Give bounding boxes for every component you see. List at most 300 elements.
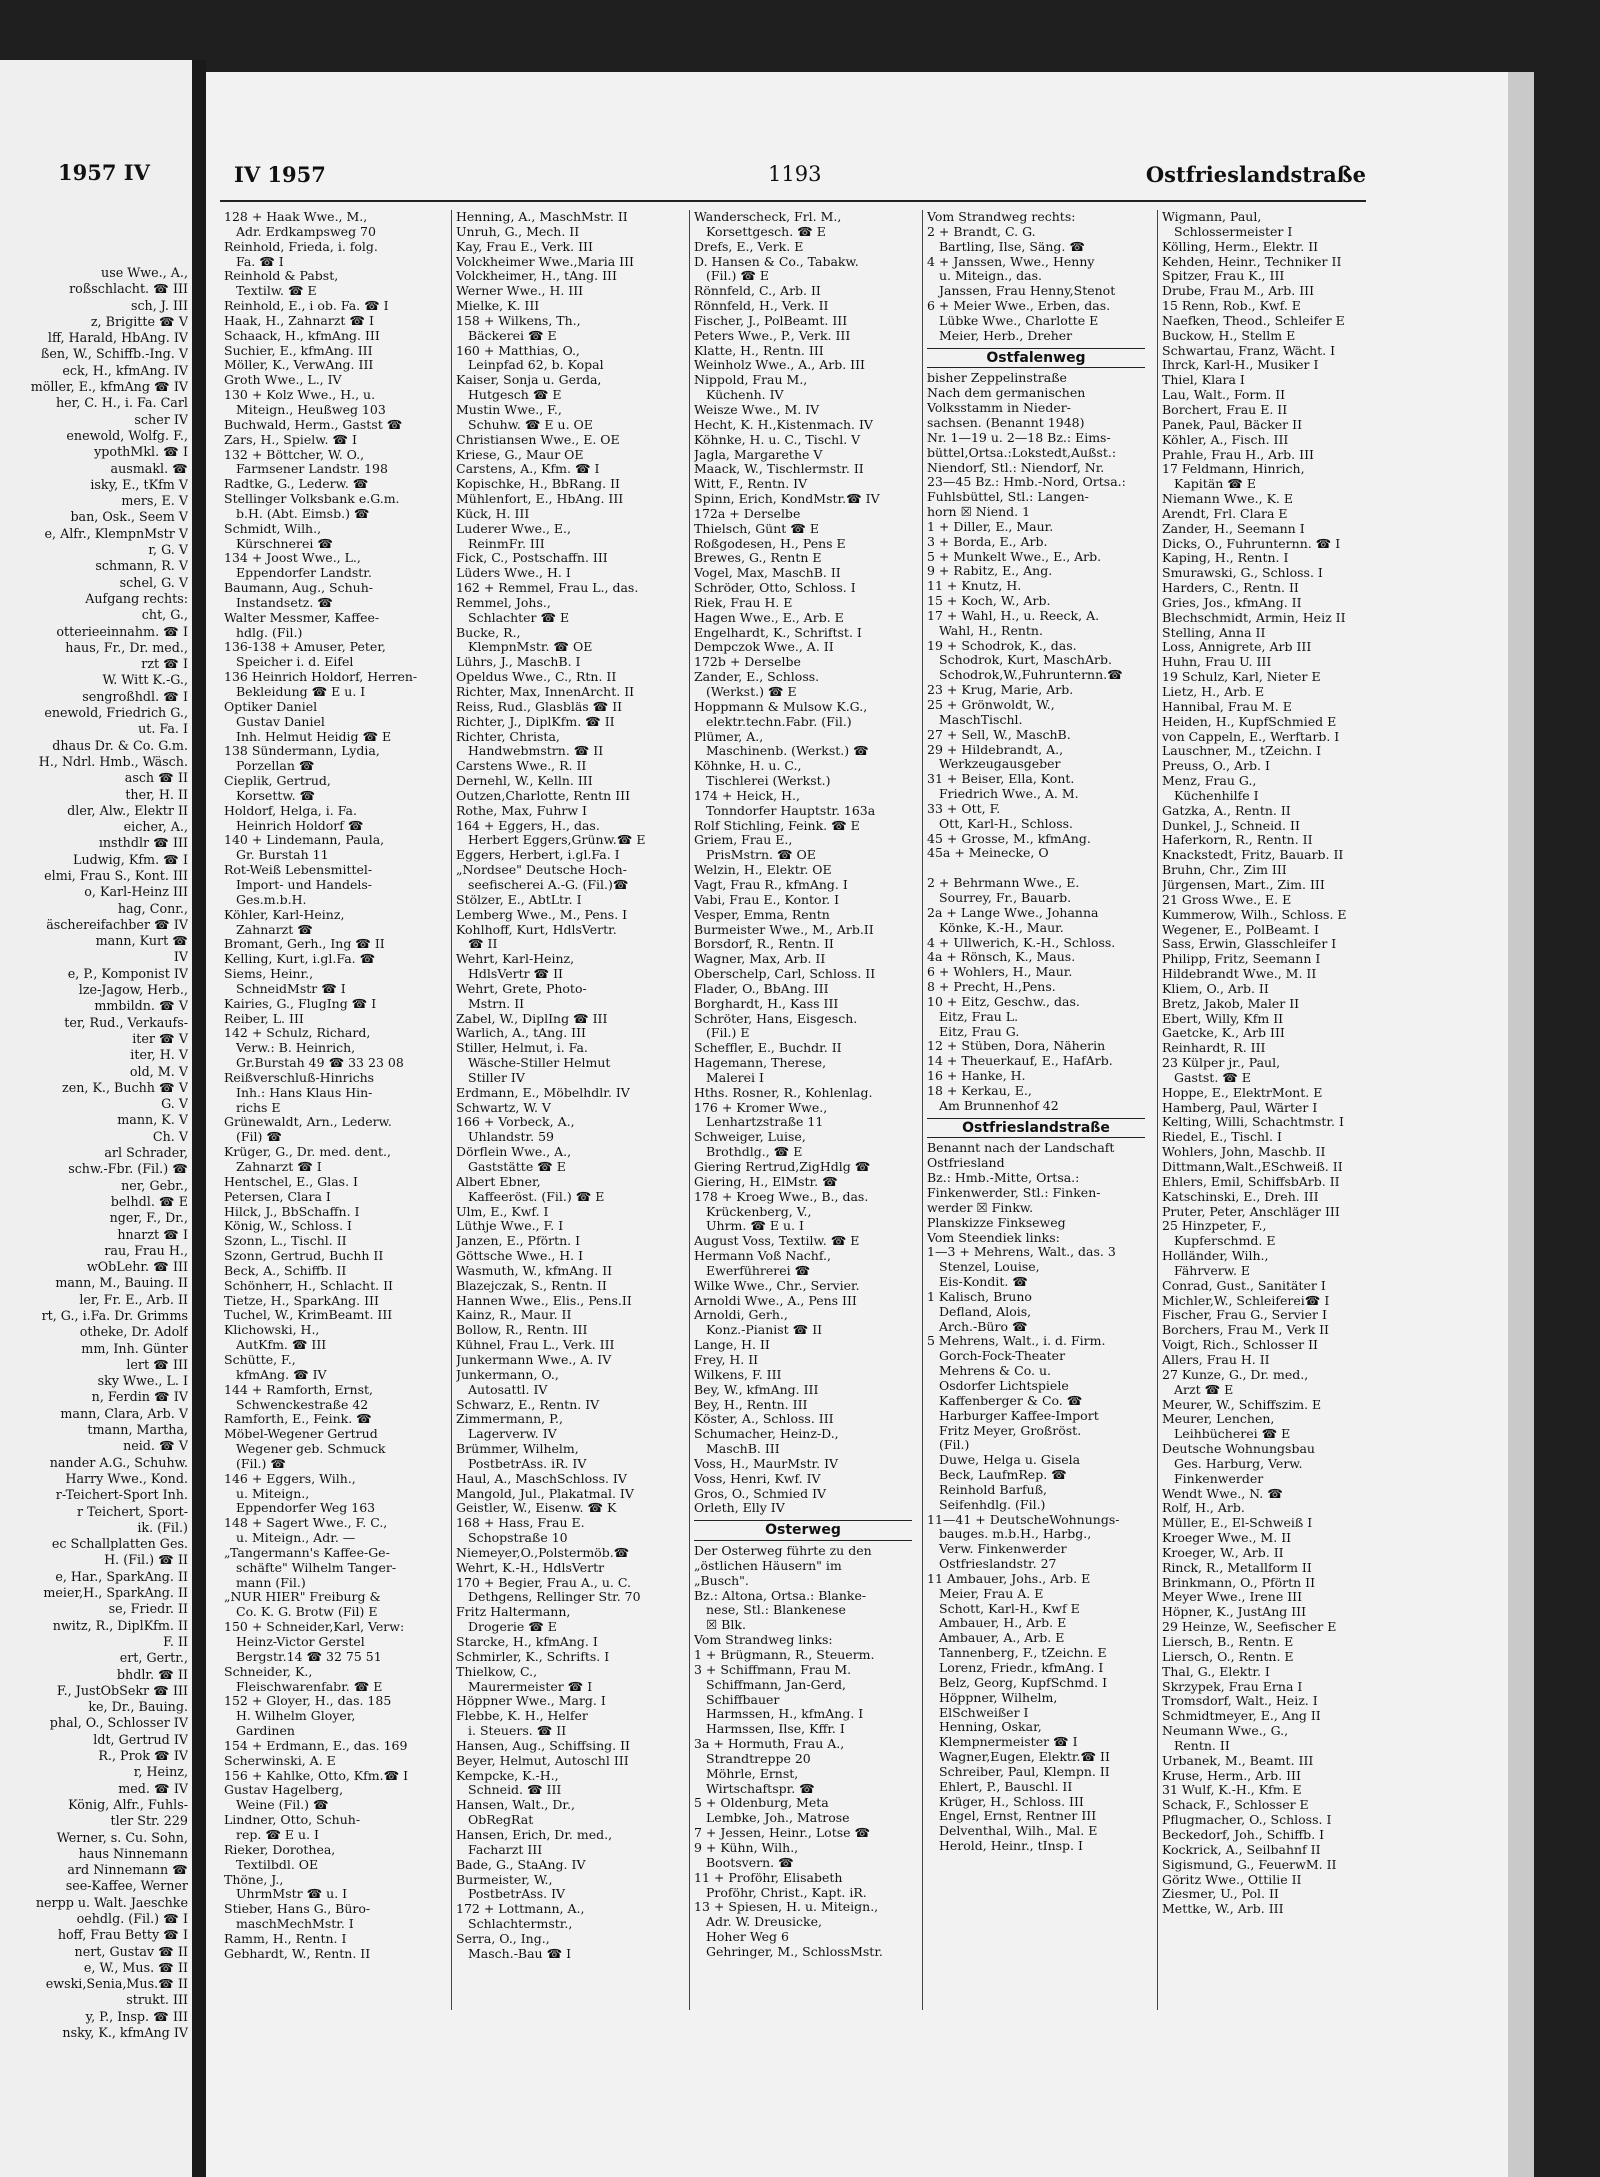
directory-entry: Reinhold Barfuß, bbox=[939, 1482, 1048, 1497]
directory-entry: Zahnarzt ☎ I bbox=[236, 1160, 322, 1174]
directory-entry: (Fil.) ☎ E bbox=[706, 269, 770, 284]
directory-entry: Ostfrieslandstr. 27 bbox=[939, 1557, 1057, 1572]
directory-entry: Stiller IV bbox=[468, 1070, 525, 1085]
left-page-line: haus, Fr., Dr. med., bbox=[65, 639, 188, 655]
directory-entry: Vom Strandweg rechts: bbox=[927, 210, 1076, 224]
directory-entry: Oberschelp, Carl, Schloss. II bbox=[694, 967, 876, 982]
directory-entry: Eppendorfer Landstr. bbox=[236, 566, 372, 581]
left-page-line: ßen, W., Schiffb.-Ing. V bbox=[40, 346, 188, 362]
directory-entry: Defland, Alois, bbox=[939, 1304, 1032, 1319]
left-page-line: med. ☎ IV bbox=[118, 1780, 188, 1796]
directory-entry: Kummerow, Wilh., Schloss. E bbox=[1162, 907, 1347, 922]
directory-entry: MaschTischl. bbox=[939, 712, 1023, 727]
directory-entry: Opeldus Wwe., C., Rtn. II bbox=[456, 670, 617, 685]
directory-entry: Thielkow, C., bbox=[456, 1664, 538, 1679]
directory-entry: Wilkens, F. III bbox=[694, 1367, 782, 1382]
directory-entry: Maschinenb. (Werkst.) ☎ bbox=[706, 744, 869, 759]
left-page-line: ler, Fr. E., Arb. II bbox=[79, 1291, 188, 1307]
left-page-line: zen, K., Buchh ☎ V bbox=[62, 1079, 188, 1095]
directory-entry: Konz.-Pianist ☎ II bbox=[706, 1323, 823, 1338]
directory-entry: HdlsVertr ☎ II bbox=[468, 967, 563, 982]
directory-entry: Fa. ☎ I bbox=[236, 254, 284, 269]
directory-entry: 11 Ambauer, Johs., Arb. E bbox=[927, 1571, 1091, 1586]
header-left: IV 1957 bbox=[234, 162, 326, 187]
left-page-line: F., JustObSekr ☎ III bbox=[56, 1682, 188, 1698]
directory-entry: Wirtschaftspr. ☎ bbox=[706, 1781, 815, 1796]
directory-entry: Welzin, H., Elektr. OE bbox=[694, 863, 832, 878]
directory-entry: Heinrich Holdorf ☎ bbox=[236, 818, 364, 833]
directory-column-4 bbox=[927, 210, 1145, 1854]
directory-entry: nese, Stl.: Blankenese bbox=[706, 1603, 846, 1618]
directory-entry: 172a + Derselbe bbox=[694, 506, 801, 521]
directory-entry: Facharzt III bbox=[468, 1842, 543, 1857]
directory-entry: Lembke, Joh., Matrose bbox=[706, 1811, 850, 1826]
directory-entry: Witt, F., Rentn. IV bbox=[694, 477, 808, 492]
directory-entry: Richter, J., DiplKfm. ☎ II bbox=[456, 714, 615, 729]
directory-entry: 1 + Brügmann, R., Steuerm. bbox=[694, 1648, 875, 1662]
directory-entry: 11 + Knutz, H. bbox=[927, 579, 1022, 594]
directory-entry: Blechschmidt, Armin, Heiz II bbox=[1162, 610, 1346, 625]
directory-entry: Proföhr, Christ., Kapt. iR. bbox=[706, 1885, 867, 1900]
directory-entry: Wagner, Max, Arb. II bbox=[694, 952, 826, 967]
directory-entry: Scherwinski, A. E bbox=[224, 1753, 336, 1768]
directory-entry: elektr.techn.Fabr. (Fil.) bbox=[706, 714, 852, 729]
left-page-line: H., Ndrl. Hmb., Wäsch. bbox=[38, 753, 188, 769]
directory-entry: Ehlers, Emil, SchiffsbArb. II bbox=[1162, 1174, 1340, 1189]
directory-entry: Höppner Wwe., Marg. I bbox=[456, 1694, 606, 1709]
directory-entry: Engel, Ernst, Rentner III bbox=[939, 1809, 1097, 1824]
directory-entry: Brothdlg., ☎ E bbox=[706, 1145, 803, 1160]
directory-entry: Szonn, L., Tischl. II bbox=[224, 1234, 347, 1249]
directory-entry: Brewes, G., Rentn E bbox=[694, 551, 822, 566]
directory-entry: Hermann Voß Nachf., bbox=[694, 1249, 831, 1264]
directory-entry: hdlg. (Fil.) bbox=[236, 625, 303, 640]
left-page-line: lff, Harald, HbAng. IV bbox=[47, 330, 188, 346]
directory-entry: ReinmFr. III bbox=[468, 536, 545, 551]
directory-entry: Bergstr.14 ☎ 32 75 51 bbox=[236, 1649, 382, 1664]
directory-entry: Neumann Wwe., G., bbox=[1162, 1724, 1289, 1739]
left-page-line: arl Schrader, bbox=[104, 1145, 188, 1161]
directory-entry: Vom Strandweg links: bbox=[694, 1633, 833, 1648]
directory-entry: Hansen, Walt., Dr., bbox=[456, 1798, 575, 1813]
directory-entry: Lauschner, M., tZeichn. I bbox=[1162, 744, 1322, 759]
left-page-line: r-Teichert-Sport Inh. bbox=[55, 1487, 188, 1503]
directory-entry: Burmeister, W., bbox=[456, 1872, 553, 1887]
directory-entry: Lüders Wwe., H. I bbox=[456, 566, 571, 581]
directory-entry: Autosattl. IV bbox=[468, 1382, 548, 1397]
directory-entry: Thiel, Klara I bbox=[1162, 373, 1245, 388]
directory-entry: 160 + Matthias, O., bbox=[456, 343, 580, 358]
left-page-line: cht, G., bbox=[141, 607, 188, 623]
directory-entry: Schott, Karl-H., Kwf E bbox=[939, 1601, 1080, 1616]
directory-entry: Riek, Frau H. E bbox=[694, 595, 793, 610]
directory-entry: Carstens Wwe., R. II bbox=[456, 759, 587, 774]
directory-entry: Ewerführerei ☎ bbox=[706, 1263, 811, 1278]
directory-entry: Knackstedt, Fritz, Bauarb. II bbox=[1162, 848, 1344, 863]
directory-entry: Luderer Wwe., E., bbox=[456, 521, 572, 536]
directory-entry: 15 Renn, Rob., Kwf. E bbox=[1162, 299, 1301, 314]
directory-entry: Rinck, R., Metallform II bbox=[1162, 1560, 1312, 1575]
directory-entry: Bz.: Altona, Ortsa.: Blanke- bbox=[694, 1588, 867, 1603]
directory-entry: KlempnMstr. ☎ OE bbox=[468, 640, 593, 655]
directory-entry: 14 + Theuerkauf, E., HafArb. bbox=[927, 1054, 1113, 1069]
directory-entry: Reiss, Rud., Glasbläs ☎ II bbox=[456, 699, 623, 714]
directory-entry: Arendt, Frl. Clara E bbox=[1162, 506, 1288, 521]
directory-entry: Eitz, Frau L. bbox=[939, 1009, 1019, 1024]
left-page-line: F. II bbox=[163, 1633, 188, 1649]
directory-entry: Möller, K., VerwAng. III bbox=[224, 358, 374, 373]
directory-entry: Tuchel, W., KrimBeamt. III bbox=[224, 1308, 393, 1323]
left-page-line: n, Ferdin ☎ IV bbox=[91, 1389, 188, 1405]
directory-entry: Beyer, Helmut, Autoschl III bbox=[456, 1753, 629, 1768]
left-page-line: Harry Wwe., Kond. bbox=[65, 1470, 188, 1486]
directory-entry: Köhler, A., Fisch. III bbox=[1162, 432, 1289, 447]
directory-entry: Haul, A., MaschSchloss. IV bbox=[456, 1471, 627, 1486]
directory-entry: Wanderscheck, Frl. M., bbox=[694, 210, 842, 224]
directory-entry: Roßgodesen, H., Pens E bbox=[694, 536, 846, 551]
directory-entry: Sourrey, Fr., Bauarb. bbox=[939, 890, 1072, 905]
directory-entry: Göritz Wwe., Ottilie II bbox=[1162, 1872, 1302, 1887]
directory-entry: Arzt ☎ E bbox=[1174, 1382, 1234, 1397]
left-page-line: R., Prok ☎ IV bbox=[98, 1748, 188, 1764]
directory-entry: Arnoldi Wwe., A., Pens III bbox=[694, 1293, 857, 1308]
directory-entry: H. Wilhelm Gloyer, bbox=[236, 1709, 356, 1724]
directory-entry: Benannt nach der Landschaft bbox=[927, 1141, 1115, 1156]
directory-entry: Malerei I bbox=[706, 1070, 764, 1085]
directory-entry: Sigismund, G., FeuerwM. II bbox=[1162, 1857, 1337, 1872]
directory-entry: Strandtreppe 20 bbox=[706, 1751, 811, 1766]
directory-entry: Tannenberg, F., tZeichn. E bbox=[939, 1646, 1107, 1661]
directory-entry: 33 + Ott, F. bbox=[927, 801, 1001, 816]
directory-entry: Dunkel, J., Schneid. II bbox=[1162, 818, 1300, 833]
left-page-edge bbox=[0, 60, 192, 2177]
directory-entry: Junkermann, O., bbox=[456, 1367, 559, 1382]
directory-entry: Köhler, Karl-Heinz, bbox=[224, 907, 345, 922]
directory-entry: 23 Külper jr., Paul, bbox=[1162, 1056, 1281, 1071]
left-page-line: nert, Gustav ☎ II bbox=[74, 1943, 188, 1959]
directory-entry: Kroeger, W., Arb. II bbox=[1162, 1545, 1284, 1560]
directory-entry: Bollow, R., Rentn. III bbox=[456, 1323, 588, 1338]
directory-entry: Nippold, Frau M., bbox=[694, 373, 808, 388]
left-page-line: eicher, A., bbox=[123, 819, 188, 835]
directory-entry: Textilbdl. OE bbox=[236, 1857, 319, 1872]
directory-entry: Spitzer, Frau K., III bbox=[1162, 269, 1285, 284]
left-page-line: mm, Inh. Günter bbox=[81, 1340, 188, 1356]
directory-entry: 16 + Hanke, H. bbox=[927, 1069, 1026, 1084]
directory-entry: Inh.: Hans Klaus Hin- bbox=[236, 1085, 373, 1100]
directory-entry: 162 + Remmel, Frau L., das. bbox=[456, 581, 639, 596]
directory-entry: Höpner, K., JustAng III bbox=[1162, 1605, 1307, 1620]
directory-entry: Harmssen, Ilse, Kffr. I bbox=[706, 1722, 845, 1737]
left-page-line: r Teichert, Sport- bbox=[76, 1503, 188, 1519]
directory-entry: 19 Schulz, Karl, Nieter E bbox=[1162, 670, 1321, 685]
directory-entry: Naefken, Theod., Schleifer E bbox=[1162, 313, 1345, 328]
left-page-line: Werner, s. Cu. Sohn, bbox=[56, 1829, 188, 1845]
directory-entry: 170 + Begier, Frau A., u. C. bbox=[456, 1575, 631, 1590]
left-page-line: roßschlacht. ☎ III bbox=[69, 281, 188, 297]
directory-entry: Reinhold & Pabst, bbox=[224, 269, 339, 284]
street-heading: Ostfrieslandstraße bbox=[927, 1118, 1145, 1139]
directory-entry: Kühnel, Frau L., Verk. III bbox=[456, 1338, 615, 1353]
directory-entry: Kohlhoff, Kurt, HdlsVertr. bbox=[456, 922, 617, 937]
directory-entry: Wendt Wwe., N. ☎ bbox=[1162, 1486, 1283, 1501]
directory-entry: 3 + Schiffmann, Frau M. bbox=[694, 1662, 852, 1677]
directory-entry: b.H. (Abt. Eimsb.) ☎ bbox=[236, 506, 370, 521]
directory-entry: Miteign., Heußweg 103 bbox=[236, 402, 386, 417]
directory-entry: Kelling, Kurt, i.gl.Fa. ☎ bbox=[224, 952, 376, 967]
directory-entry: „NUR HIER" Freiburg & bbox=[224, 1590, 381, 1605]
directory-entry: Kruse, Herm., Arb. III bbox=[1162, 1768, 1301, 1783]
directory-entry: Henning, A., MaschMstr. II bbox=[456, 210, 628, 224]
directory-entry: Inh. Helmut Heidig ☎ E bbox=[236, 729, 392, 744]
directory-entry: Menz, Frau G., bbox=[1162, 774, 1257, 789]
directory-entry: 29 Heinze, W., Seefischer E bbox=[1162, 1620, 1337, 1635]
directory-entry: Panek, Paul, Bäcker II bbox=[1162, 417, 1303, 432]
directory-entry: Duwe, Helga u. Gisela bbox=[939, 1453, 1081, 1468]
directory-entry: Eis-Kondit. ☎ bbox=[939, 1275, 1028, 1290]
directory-entry: Köhnke, H. u. C., bbox=[694, 759, 802, 774]
directory-entry: Krüger, H., Schloss. III bbox=[939, 1794, 1084, 1809]
left-page-line: ther, H. II bbox=[125, 786, 188, 802]
directory-entry: 25 + Grönwoldt, W., bbox=[927, 698, 1055, 712]
directory-entry: Mehrens & Co. u. bbox=[939, 1364, 1051, 1379]
directory-entry: Ambauer, H., Arb. E bbox=[939, 1616, 1067, 1631]
left-page-line: o, Karl-Heinz III bbox=[84, 884, 188, 900]
directory-entry: Kempcke, K.-H., bbox=[456, 1768, 559, 1783]
directory-entry: Preuss, O., Arb. I bbox=[1162, 759, 1270, 774]
directory-entry: 174 + Heick, H., bbox=[694, 788, 800, 803]
directory-entry: kfmAng. ☎ IV bbox=[236, 1367, 327, 1382]
directory-entry: werder ☒ Finkw. bbox=[927, 1200, 1034, 1215]
directory-entry: Jürgensen, Mart., Zim. III bbox=[1162, 877, 1325, 892]
directory-entry: 29 + Hildebrandt, A., bbox=[927, 742, 1064, 757]
directory-entry: Janssen, Frau Henny,Stenot bbox=[939, 284, 1116, 299]
directory-column-3 bbox=[694, 210, 912, 1960]
directory-entry: Pruter, Peter, Anschläger III bbox=[1162, 1204, 1340, 1219]
directory-entry: Gustav Hagelberg, bbox=[224, 1783, 344, 1798]
directory-entry: Lau, Walt., Form. II bbox=[1162, 388, 1286, 403]
directory-entry: Giering, H., ElMstr. ☎ bbox=[694, 1174, 838, 1189]
directory-entry: Weinholz Wwe., A., Arb. III bbox=[694, 358, 865, 373]
left-page-line: meier,H., SparkAng. II bbox=[43, 1585, 188, 1601]
directory-entry: Ott, Karl-H., Schloss. bbox=[939, 816, 1073, 831]
left-page-line: dler, Alw., Elektr II bbox=[67, 802, 188, 818]
left-page-line: Ludwig, Kfm. ☎ I bbox=[73, 851, 188, 867]
directory-entry: Vagt, Frau R., kfmAng. I bbox=[694, 877, 848, 892]
directory-entry: Schütte, F., bbox=[224, 1352, 296, 1367]
directory-entry: PostbetrAss. IV bbox=[468, 1887, 566, 1902]
directory-entry: 10 + Eitz, Geschw., das. bbox=[927, 994, 1080, 1009]
left-page-line: ik. (Fil.) bbox=[137, 1519, 188, 1535]
directory-entry: Brinkmann, O., Pförtn II bbox=[1162, 1575, 1316, 1590]
left-page-line: Ch. V bbox=[152, 1128, 188, 1144]
directory-entry: Kelting, Willi, Schachtmstr. I bbox=[1162, 1115, 1344, 1130]
left-page-line: mann, Kurt ☎ bbox=[95, 933, 188, 949]
directory-entry: 23 + Krug, Marie, Arb. bbox=[927, 683, 1074, 698]
left-page-line: r, G. V bbox=[148, 542, 188, 558]
directory-entry: 9 + Rabitz, E., Ang. bbox=[927, 564, 1053, 579]
directory-entry: Hansen, Aug., Schiffsing. II bbox=[456, 1738, 630, 1753]
left-page-line: Aufgang rechts: bbox=[85, 590, 188, 606]
directory-entry: Nr. 1—19 u. 2—18 Bz.: Eims- bbox=[927, 430, 1111, 445]
left-page-line: äschereifachber ☎ IV bbox=[46, 916, 188, 932]
directory-entry: Friedrich Wwe., A. M. bbox=[939, 787, 1079, 802]
left-page-line: elmi, Frau S., Kont. III bbox=[44, 867, 188, 883]
directory-entry: Ges.m.b.H. bbox=[236, 892, 307, 907]
directory-entry: 140 + Lindemann, Paula, bbox=[224, 833, 385, 848]
street-heading: Ostfalenweg bbox=[927, 348, 1145, 369]
directory-entry: Prahle, Frau H., Arb. III bbox=[1162, 447, 1314, 462]
directory-entry: Thal, G., Elektr. I bbox=[1162, 1664, 1270, 1679]
directory-entry: Deutsche Wohnungsbau bbox=[1162, 1442, 1315, 1457]
left-page-line: ard Ninnemann ☎ bbox=[67, 1862, 188, 1878]
directory-entry: Schiffmann, Jan-Gerd, bbox=[706, 1677, 846, 1692]
left-page-line: e, P., Komponist IV bbox=[67, 965, 188, 981]
directory-entry: Suchier, E., kfmAng. III bbox=[224, 343, 373, 358]
directory-entry: Weisze Wwe., M. IV bbox=[694, 402, 820, 417]
left-page-line: schw.-Fbr. (Fil.) ☎ bbox=[68, 1161, 188, 1177]
directory-entry: Rolf, H., Arb. bbox=[1162, 1501, 1245, 1516]
directory-entry: Bootsvern. ☎ bbox=[706, 1855, 794, 1870]
directory-entry: Schweiger, Luise, bbox=[694, 1130, 806, 1145]
directory-entry: Kay, Frau E., Verk. III bbox=[456, 239, 593, 254]
left-page-line: ldt, Gertrud IV bbox=[93, 1731, 188, 1747]
directory-entry: 142 + Schulz, Richard, bbox=[224, 1026, 371, 1041]
directory-entry: Volckheimer Wwe.,Maria III bbox=[456, 254, 634, 269]
directory-entry: Voss, H., MaurMstr. IV bbox=[694, 1456, 839, 1471]
directory-entry: Hansen, Erich, Dr. med., bbox=[456, 1827, 613, 1842]
left-page-line: König, Alfr., Fuhls- bbox=[68, 1796, 188, 1812]
directory-entry: 7 + Jessen, Heinr., Lotse ☎ bbox=[694, 1826, 871, 1841]
column-divider bbox=[1157, 210, 1158, 2010]
directory-entry: Buckow, H., Stellm E bbox=[1162, 328, 1296, 343]
directory-entry: Dörflein Wwe., A., bbox=[456, 1145, 572, 1160]
directory-entry: Philipp, Fritz, Seemann I bbox=[1162, 952, 1321, 967]
directory-entry: Stelling, Anna II bbox=[1162, 625, 1266, 640]
directory-entry: Fritz Meyer, Großröst. bbox=[939, 1423, 1082, 1438]
directory-entry: Kopischke, H., BbRang. II bbox=[456, 477, 620, 492]
directory-entry: Haferkorn, R., Rentn. II bbox=[1162, 833, 1313, 848]
column-divider bbox=[922, 210, 923, 2010]
directory-entry: u. Miteign., bbox=[236, 1486, 310, 1501]
directory-entry: Peters Wwe., P., Verk. III bbox=[694, 328, 851, 343]
directory-entry: Arch.-Büro ☎ bbox=[939, 1319, 1028, 1334]
left-page-line: lert ☎ III bbox=[126, 1356, 188, 1372]
directory-entry: „Nordsee" Deutsche Hoch- bbox=[456, 863, 627, 878]
left-page-line: W. Witt K.-G., bbox=[102, 672, 188, 688]
directory-entry: Wigmann, Paul, bbox=[1162, 210, 1262, 224]
directory-entry: Küchenh. IV bbox=[706, 388, 784, 403]
directory-entry: Gr. Burstah 11 bbox=[236, 848, 329, 863]
directory-entry: Ges. Harburg, Verw. bbox=[1174, 1456, 1303, 1471]
directory-entry: Reiber, L. III bbox=[224, 1011, 304, 1026]
directory-entry: (Fil.) ☎ bbox=[236, 1456, 286, 1471]
directory-entry: PostbetrAss. iR. IV bbox=[468, 1456, 587, 1471]
directory-entry: 8 + Precht, H.,Pens. bbox=[927, 980, 1056, 995]
directory-entry: Flebbe, K. H., Helfer bbox=[456, 1709, 588, 1724]
directory-entry: Fuhlsbüttel, Stl.: Langen- bbox=[927, 490, 1089, 505]
directory-entry: Outzen,Charlotte, Rentn III bbox=[456, 788, 631, 803]
directory-entry: Kaffeeröst. (Fil.) ☎ E bbox=[468, 1189, 605, 1204]
directory-entry: Verw.: B. Heinrich, bbox=[236, 1041, 356, 1056]
directory-entry: Michler,W., Schleiferei☎ I bbox=[1162, 1293, 1330, 1308]
left-page-line: hnarzt ☎ I bbox=[117, 1226, 188, 1242]
left-page-line: neid. ☎ V bbox=[123, 1438, 188, 1454]
left-page-line: ert, Gertr., bbox=[119, 1650, 188, 1666]
directory-entry: Ambauer, A., Arb. E bbox=[939, 1631, 1065, 1646]
directory-entry: Bruhn, Chr., Zim III bbox=[1162, 863, 1287, 878]
directory-entry: Werkzeugausgeber bbox=[939, 757, 1061, 772]
directory-entry: Kaiser, Sonja u. Gerda, bbox=[456, 373, 602, 388]
directory-entry: 9 + Kühn, Wilh., bbox=[694, 1840, 799, 1855]
directory-entry: Reinhold, Frieda, i. folg. bbox=[224, 239, 378, 254]
directory-entry: Harburger Kaffee-Import bbox=[939, 1408, 1099, 1423]
directory-entry: Möhrle, Ernst, bbox=[706, 1766, 799, 1781]
directory-entry: Textilw. ☎ E bbox=[236, 284, 317, 299]
directory-entry: Liersch, O., Rentn. E bbox=[1162, 1649, 1294, 1664]
directory-entry: Riedel, E., Tischl. I bbox=[1162, 1130, 1282, 1145]
directory-entry: Tonndorfer Hauptstr. 163a bbox=[706, 803, 876, 818]
directory-entry: 27 + Sell, W., MaschB. bbox=[927, 727, 1071, 742]
directory-entry: Niemann Wwe., K. E bbox=[1162, 492, 1293, 507]
directory-entry: Rolf Stichling, Feink. ☎ E bbox=[694, 818, 860, 833]
directory-entry: Jagla, Margarethe V bbox=[694, 447, 823, 462]
left-page-line: old, M. V bbox=[129, 1063, 188, 1079]
directory-entry: 3 + Borda, E., Arb. bbox=[927, 534, 1048, 549]
directory-entry: Fährverw. E bbox=[1174, 1263, 1251, 1278]
left-page-line: tler Str. 229 bbox=[110, 1813, 188, 1829]
directory-entry: „Tangermann's Kaffee-Ge- bbox=[224, 1545, 390, 1560]
left-page-line: enewold, Friedrich G., bbox=[44, 705, 188, 721]
left-page-line: schel, G. V bbox=[119, 574, 188, 590]
left-page-line: mers, E. V bbox=[121, 493, 188, 509]
directory-entry: 1—3 + Mehrens, Walt., das. 3 bbox=[927, 1245, 1116, 1260]
directory-entry: Schwarz, E., Rentn. IV bbox=[456, 1397, 600, 1412]
directory-entry: 12 + Stüben, Dora, Näherin bbox=[927, 1039, 1106, 1054]
directory-entry: Stiller, Helmut, i. Fa. bbox=[456, 1041, 588, 1056]
directory-entry: 178 + Kroeg Wwe., B., das. bbox=[694, 1189, 869, 1204]
directory-entry: Klempnermeister ☎ I bbox=[939, 1735, 1078, 1750]
directory-entry: Finkenwerder, Stl.: Finken- bbox=[927, 1186, 1101, 1200]
directory-entry: Smurawski, G., Schloss. I bbox=[1162, 566, 1323, 581]
directory-entry: 25 Hinzpeter, F., bbox=[1162, 1219, 1267, 1234]
directory-entry: Kockrick, A., Seilbahnf II bbox=[1162, 1842, 1321, 1857]
directory-entry: UhrmMstr ☎ u. I bbox=[236, 1887, 348, 1902]
directory-entry: Starcke, H., kfmAng. I bbox=[456, 1635, 598, 1649]
directory-entry: 27 Kunze, G., Dr. med., bbox=[1162, 1367, 1309, 1382]
directory-entry: Remmel, Johs., bbox=[456, 595, 551, 610]
directory-entry: 152 + Gloyer, H., das. 185 bbox=[224, 1694, 392, 1709]
directory-entry: Borchers, Frau M., Verk II bbox=[1162, 1323, 1329, 1338]
directory-entry: Osdorfer Lichtspiele bbox=[939, 1378, 1069, 1393]
directory-entry: Weine (Fil.) ☎ bbox=[236, 1798, 329, 1813]
directory-entry: Wagner,Eugen, Elektr.☎ II bbox=[939, 1750, 1110, 1765]
directory-entry: Kölling, Herm., Elektr. II bbox=[1162, 239, 1319, 254]
directory-entry: August Voss, Textilw. ☎ E bbox=[694, 1234, 860, 1249]
directory-entry: Planskizze Finkseweg bbox=[927, 1215, 1066, 1230]
directory-entry: Rönnfeld, H., Verk. II bbox=[694, 299, 829, 314]
directory-entry: Optiker Daniel bbox=[224, 699, 318, 714]
directory-entry: Schlachter ☎ E bbox=[468, 610, 570, 625]
directory-entry: Bretz, Jakob, Maler II bbox=[1162, 996, 1300, 1011]
left-page-line: lze-Jagow, Herb., bbox=[78, 982, 188, 998]
directory-entry: Stieber, Hans G., Büro- bbox=[224, 1902, 371, 1917]
directory-entry: Mustin Wwe., F., bbox=[456, 402, 562, 417]
directory-entry: Nach dem germanischen bbox=[927, 386, 1086, 401]
directory-entry: Ebert, Willy, Kfm II bbox=[1162, 1011, 1284, 1026]
directory-entry: Giering Rertrud,ZigHdlg ☎ bbox=[694, 1160, 871, 1174]
directory-entry: Wilke Wwe., Chr., Servier. bbox=[694, 1278, 860, 1293]
